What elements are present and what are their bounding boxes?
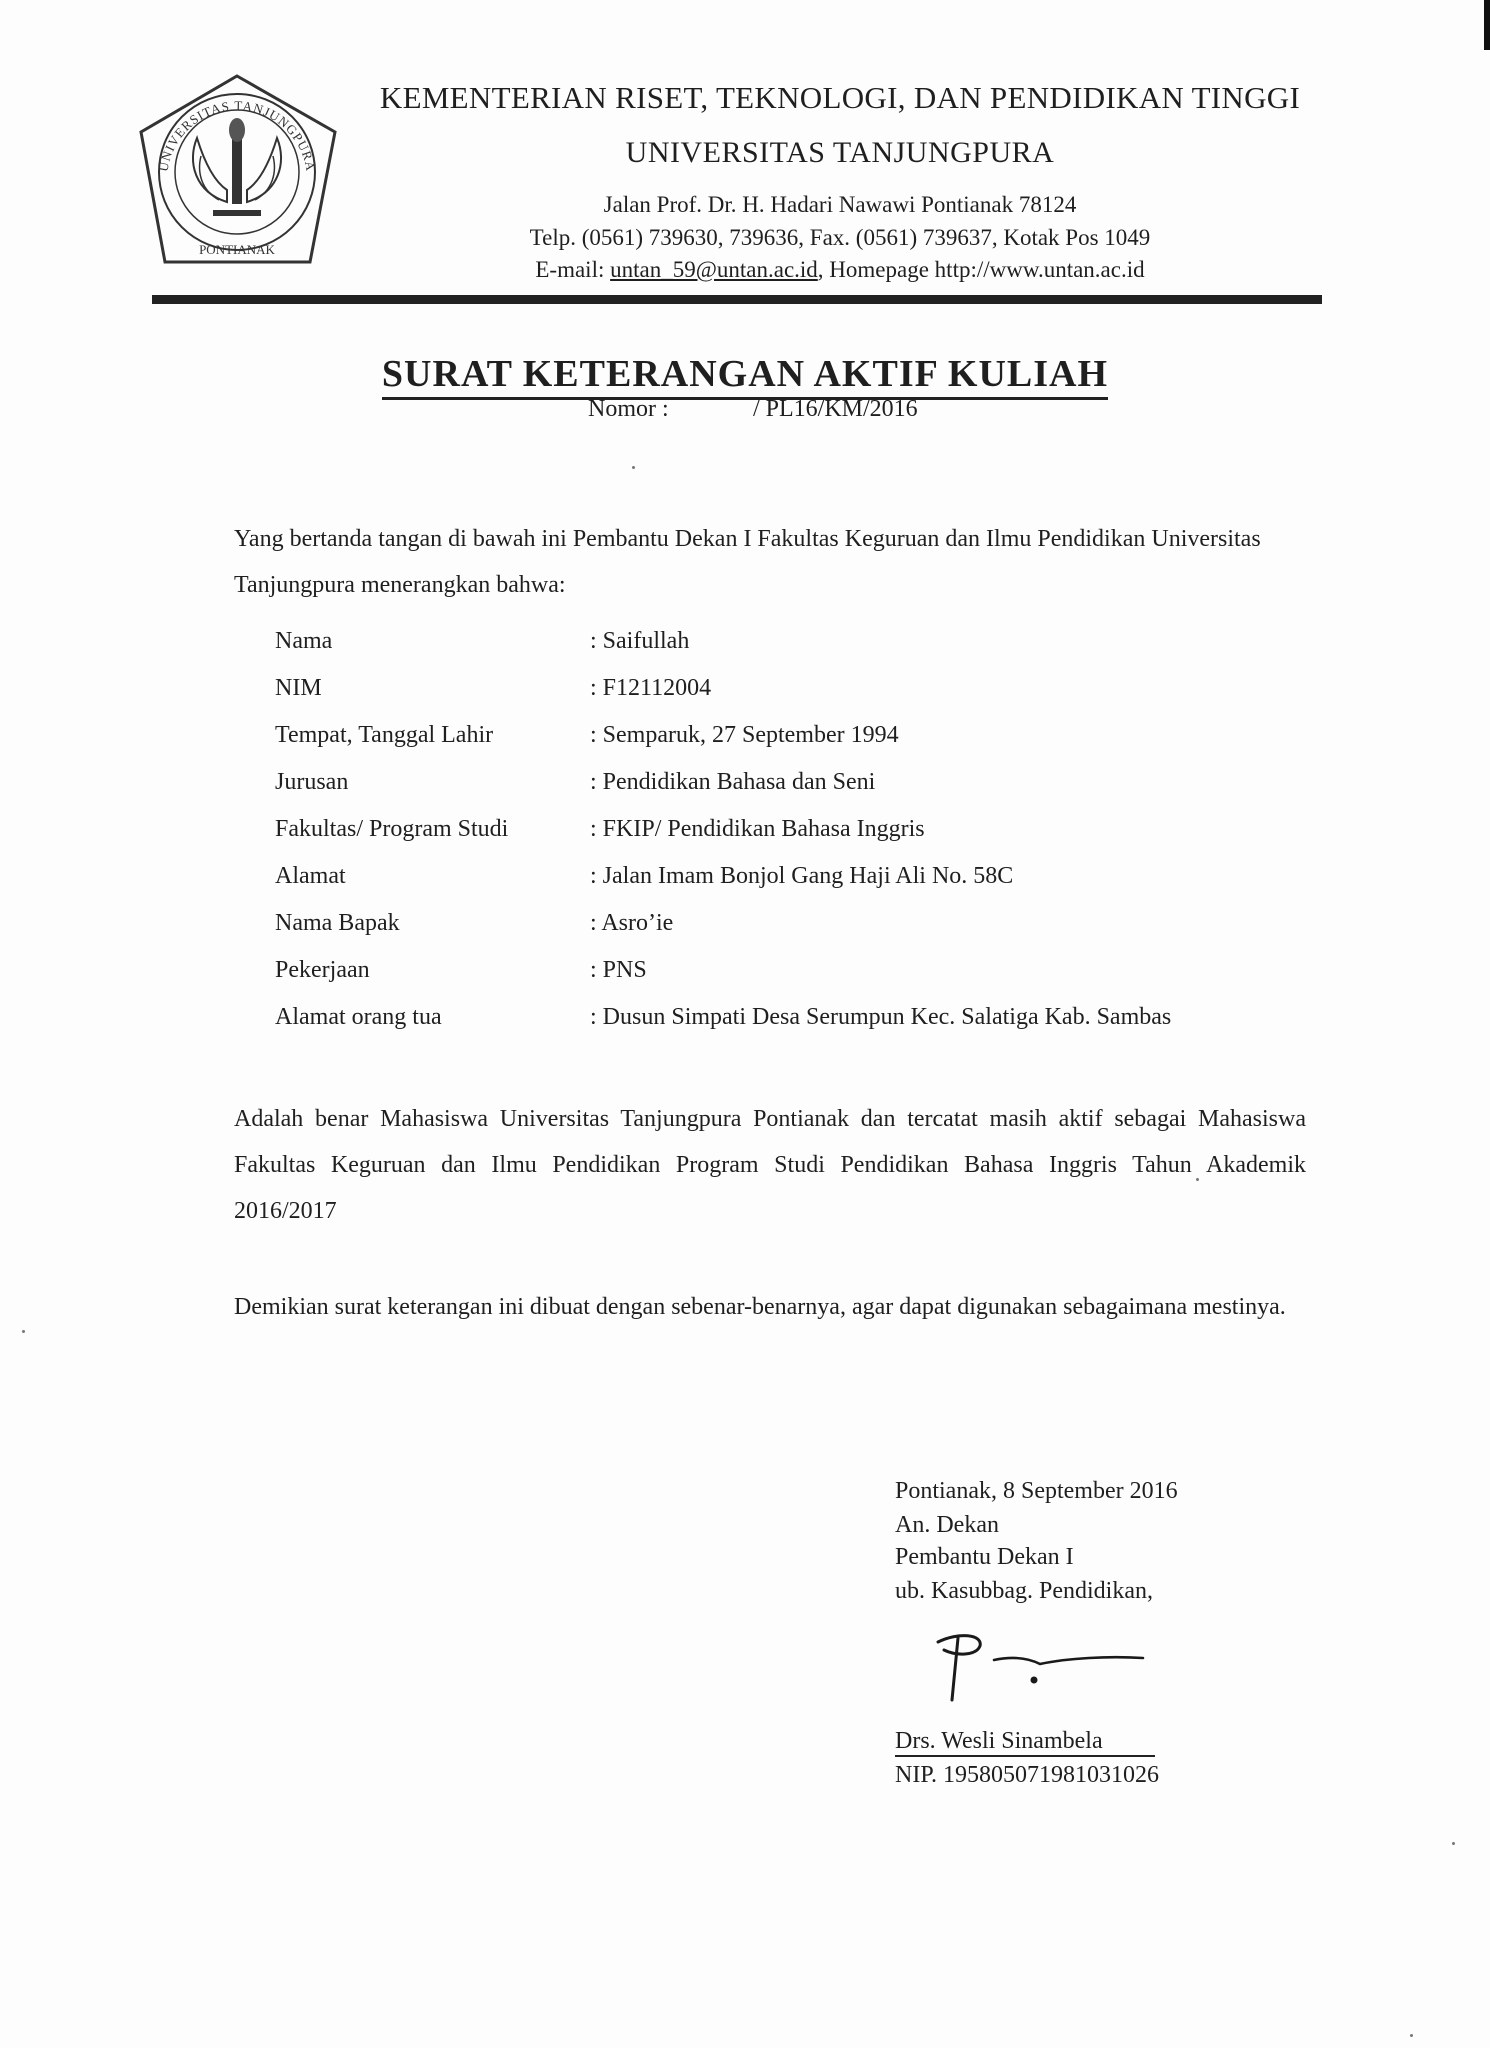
handwritten-signature [928,1628,1148,1703]
scan-speck [22,1330,25,1333]
number-value: / PL16/KM/2016 [753,396,918,422]
logo-ring-text: UNIVERSITAS TANJUNGPURA [155,97,319,173]
signer-nip: NIP. 195805071981031026 [895,1762,1160,1788]
field-label: Tempat, Tanggal Lahir [275,722,494,748]
statement-paragraph: Adalah benar Mahasiswa Universitas Tanjungpura Pontianak dan tercatat masih aktif sebagai Mahasiswa Fakultas Keguruan dan Ilmu Pendidikan Program Studi Pendidikan Bahasa Inggris Tahun Akademik 2016/2017 [234,1106,1306,1224]
scan-speck [1452,1842,1455,1845]
university-address: Jalan Prof. Dr. H. Hadari Nawawi Pontianak 78124 [603,192,1077,217]
scan-speck [1196,1178,1199,1181]
place-date: Pontianak, 8 September 2016 [895,1478,1178,1504]
field-value: : Semparuk, 27 September 1994 [590,722,899,748]
field-value: : Asro’ie [590,910,674,936]
email-prefix: E-mail: [535,257,611,282]
letterhead-divider [152,295,1322,304]
scan-speck [632,466,635,469]
contact-line [340,257,1340,283]
logo-bottom-text: PONTIANAK [199,242,275,257]
field-value: : Pendidikan Bahasa dan Seni [590,769,876,795]
email-link[interactable]: untan_59@untan.ac.id [610,257,818,282]
field-value: : F12112004 [590,675,712,701]
intro-paragraph: Yang bertanda tangan di bawah ini Pembantu Dekan I Fakultas Keguruan dan Ilmu Pendidikan Universitas Tanjungpura menerangkan bahwa: [234,526,1261,598]
signer-role-3: ub. Kasubbag. Pendidikan, [895,1578,1153,1604]
field-label: Alamat [275,863,346,889]
signer-role-1: An. Dekan [895,1512,999,1538]
field-label: Fakultas/ Program Studi [275,816,509,842]
number-label: Nomor : [588,396,669,422]
field-label: Alamat orang tua [275,1004,442,1030]
field-value: : Jalan Imam Bonjol Gang Haji Ali No. 58C [590,863,1014,889]
field-value: : Dusun Simpati Desa Serumpun Kec. Salatiga Kab. Sambas [590,1004,1172,1030]
ministry-name: KEMENTERIAN RISET, TEKNOLOGI, DAN PENDIDIKAN TINGGI [379,80,1301,115]
field-label: Nama [275,628,333,654]
field-label: Jurusan [275,769,349,795]
field-label: NIM [275,675,322,701]
field-value: : Saifullah [590,628,690,654]
signer-role-2: Pembantu Dekan I [895,1544,1074,1570]
scan-edge [1484,0,1490,50]
document-number [588,396,918,423]
document-title-text: SURAT KETERANGAN AKTIF KULIAH [382,353,1108,400]
university-logo [135,72,340,277]
signer-name: Drs. Wesli Sinambela [895,1728,1155,1757]
scan-speck [1410,2034,1413,2037]
document-title [0,352,1490,396]
field-value: : FKIP/ Pendidikan Bahasa Inggris [590,816,925,842]
closing-paragraph: Demikian surat keterangan ini dibuat dengan sebenar-benarnya, agar dapat digunakan sebagaimana mestinya. [234,1294,1286,1320]
field-label: Pekerjaan [275,957,370,983]
university-name: UNIVERSITAS TANJUNGPURA [625,136,1055,169]
homepage-text: , Homepage http://www.untan.ac.id [817,257,1145,282]
field-label: Nama Bapak [275,910,400,936]
field-value: : PNS [590,957,647,983]
university-phone: Telp. (0561) 739630, 739636, Fax. (0561) 739637, Kotak Pos 1049 [529,225,1151,250]
